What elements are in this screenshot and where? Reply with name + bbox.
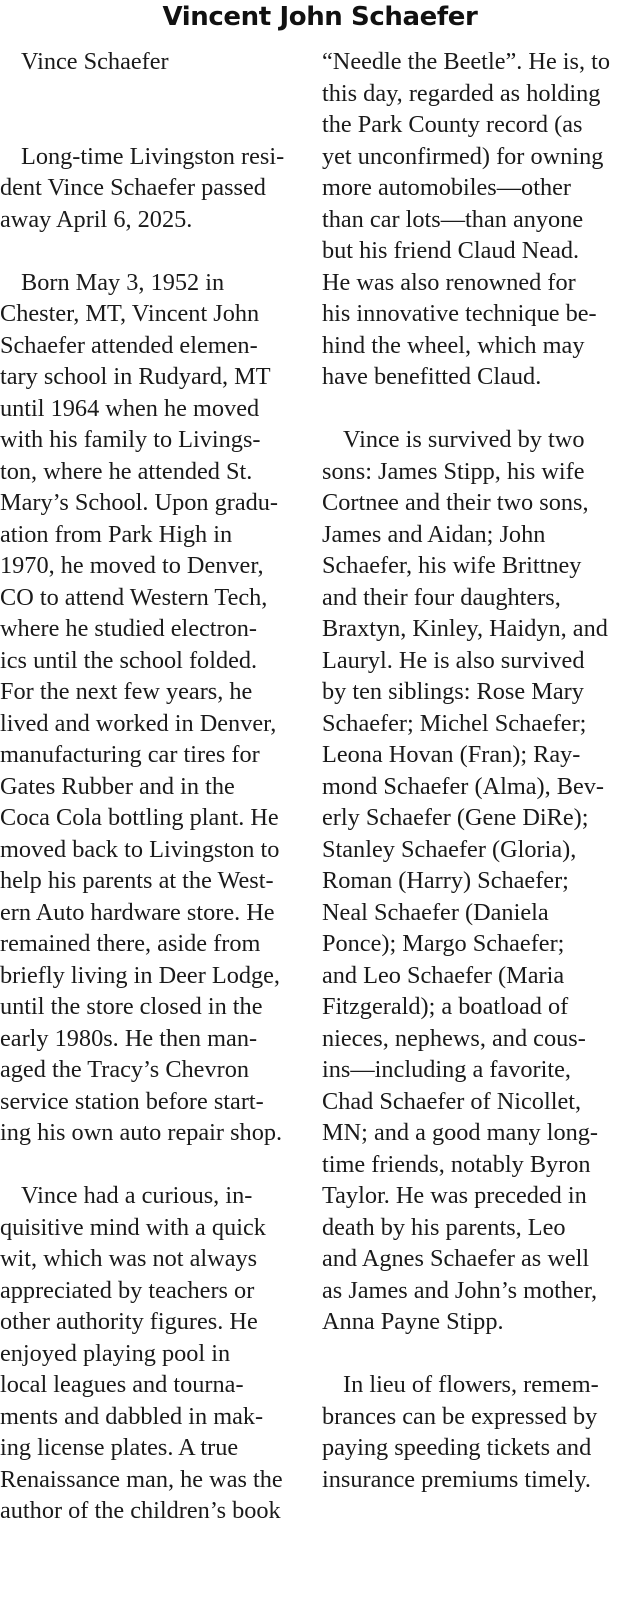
paragraph-gap	[0, 109, 302, 141]
text-line: death by his parents, Leo	[322, 1213, 566, 1241]
text-line: Leona Hovan (Fran); Ray-	[322, 741, 581, 768]
right-column	[322, 46, 628, 1495]
text-line: Gates Rubber and in the	[0, 772, 235, 800]
text-line: ics until the school folded.	[0, 646, 258, 674]
text-line: remained there, aside from	[0, 930, 261, 957]
text-line: enjoyed playing pool in	[0, 1339, 231, 1367]
text-line: Ponce); Margo Schaefer;	[322, 930, 565, 957]
text-line: ing license plates. A true	[0, 1434, 239, 1461]
text-line: by ten siblings: Rose Mary	[322, 678, 584, 705]
text-line: Stanley Schaefer (Gloria),	[322, 835, 577, 863]
text-line: quisitive mind with a quick	[0, 1213, 266, 1241]
text-line: Cortnee and their two sons,	[322, 489, 589, 516]
text-line: where he studied electron-	[0, 615, 258, 642]
text-line: and their four daughters,	[322, 583, 561, 611]
text-line: Fitzgerald); a boatload of	[322, 993, 569, 1020]
text-line: hind the wheel, which may	[322, 331, 585, 359]
text-line: Schaefer, his wife Brittney	[322, 552, 582, 579]
text-line: time friends, notably Byron	[322, 1150, 591, 1178]
text-line: early 1980s. He then man-	[0, 1024, 258, 1052]
text-line: Born May 3, 1952 in	[21, 268, 225, 296]
text-line: CO to attend Western Tech,	[0, 583, 268, 611]
text-line: Braxtyn, Kinley, Haidyn, and	[322, 615, 608, 642]
text-line: until 1964 when he moved	[0, 394, 260, 422]
text-line: Chad Schaefer of Nicollet,	[322, 1087, 582, 1115]
text-line: and Leo Schaefer (Maria	[322, 961, 565, 989]
text-line: with his family to Livings-	[0, 426, 261, 453]
text-line: Schaefer; Michel Schaefer;	[322, 709, 587, 737]
text-line: away April 6, 2025.	[0, 205, 193, 233]
text-line: until the store closed in the	[0, 993, 263, 1020]
text-line: dent Vince Schaefer passed	[0, 174, 266, 201]
paragraph-gap	[0, 235, 302, 267]
text-line: Long-time Livingston resi-	[21, 142, 285, 170]
text-line: as James and John’s mother,	[322, 1276, 598, 1304]
text-line: Lauryl. He is also survived	[322, 646, 585, 674]
text-line: Anna Payne Stipp.	[322, 1308, 504, 1335]
text-line: aged the Tracy’s Chevron	[0, 1056, 250, 1083]
text-line: Renaissance man, he was the	[0, 1465, 283, 1493]
text-line: Chester, MT, Vincent John	[0, 300, 260, 327]
obituary-title: Vincent John Schaefer	[162, 2, 478, 32]
text-line: service station before start-	[0, 1087, 264, 1115]
text-line: manufacturing car tires for	[0, 741, 260, 768]
text-line: other authority figures. He	[0, 1308, 258, 1335]
text-line: wit, which was not always	[0, 1245, 258, 1272]
paragraph-gap	[0, 1149, 302, 1181]
text-line: He was also renowned for	[322, 268, 576, 296]
text-line: ton, where he attended St.	[0, 457, 253, 485]
text-line: Vince is survived by two	[343, 426, 585, 453]
text-line: Vince had a curious, in-	[21, 1182, 253, 1209]
text-line: moved back to Livingston to	[0, 835, 280, 863]
text-line: local leagues and tourna-	[0, 1371, 244, 1398]
text-line: MN; and a good many long-	[322, 1119, 598, 1146]
paragraph-gap	[322, 1338, 628, 1370]
text-line: ing his own auto repair shop.	[0, 1119, 283, 1146]
text-line: his innovative technique be-	[322, 300, 597, 327]
text-line: 1970, he moved to Denver,	[0, 552, 264, 579]
text-line: ern Auto hardware store. He	[0, 898, 275, 926]
text-line: more automobiles—other	[322, 174, 571, 201]
text-line: and Agnes Schaefer as well	[322, 1245, 590, 1272]
text-line: but his friend Claud Nead.	[322, 237, 580, 264]
text-line: yet unconfirmed) for owning	[322, 142, 604, 170]
text-line: For the next few years, he	[0, 678, 253, 705]
text-line: In lieu of flowers, remem-	[343, 1371, 599, 1398]
text-line: lived and worked in Denver,	[0, 709, 277, 737]
text-line: tary school in Rudyard, MT	[0, 363, 271, 390]
paragraph-gap	[322, 393, 628, 425]
text-line: briefly living in Deer Lodge,	[0, 961, 281, 989]
left-column	[0, 46, 302, 1527]
text-line: erly Schaefer (Gene DiRe);	[322, 804, 589, 831]
text-line: mond Schaefer (Alma), Bev-	[322, 772, 605, 800]
text-line: ments and dabbled in mak-	[0, 1402, 264, 1430]
text-line: brances can be expressed by	[322, 1402, 598, 1430]
text-line: sons: James Stipp, his wife	[322, 457, 585, 485]
text-line: author of the children’s book	[0, 1497, 281, 1524]
text-line: Taylor. He was preceded in	[322, 1182, 587, 1209]
text-line: appreciated by teachers or	[0, 1276, 255, 1304]
text-line: Schaefer attended elemen-	[0, 331, 258, 359]
text-line: James and Aidan; John	[322, 520, 546, 548]
text-line: insurance premiums timely.	[322, 1465, 591, 1493]
text-line: the Park County record (as	[322, 111, 583, 138]
text-line: paying speeding tickets and	[322, 1434, 592, 1461]
text-line: this day, regarded as holding	[322, 79, 601, 107]
text-line: help his parents at the West-	[0, 867, 274, 894]
text-line: ins—including a favorite,	[322, 1056, 571, 1083]
text-line: Coca Cola bottling plant. He	[0, 804, 279, 831]
text-line: Mary’s School. Upon gradu-	[0, 489, 279, 516]
text-line: ation from Park High in	[0, 520, 233, 548]
text-line: than car lots—than anyone	[322, 205, 584, 233]
text-line: have benefitted Claud.	[322, 363, 542, 390]
text-line: Roman (Harry) Schaefer;	[322, 867, 569, 894]
text-line: nieces, nephews, and cous-	[322, 1024, 586, 1052]
text-line: “Needle the Beetle”. He is, to	[322, 48, 611, 75]
text-line: Neal Schaefer (Daniela	[322, 898, 549, 926]
paragraph-gap	[0, 78, 302, 110]
text-line: Vince Schaefer	[21, 48, 169, 75]
